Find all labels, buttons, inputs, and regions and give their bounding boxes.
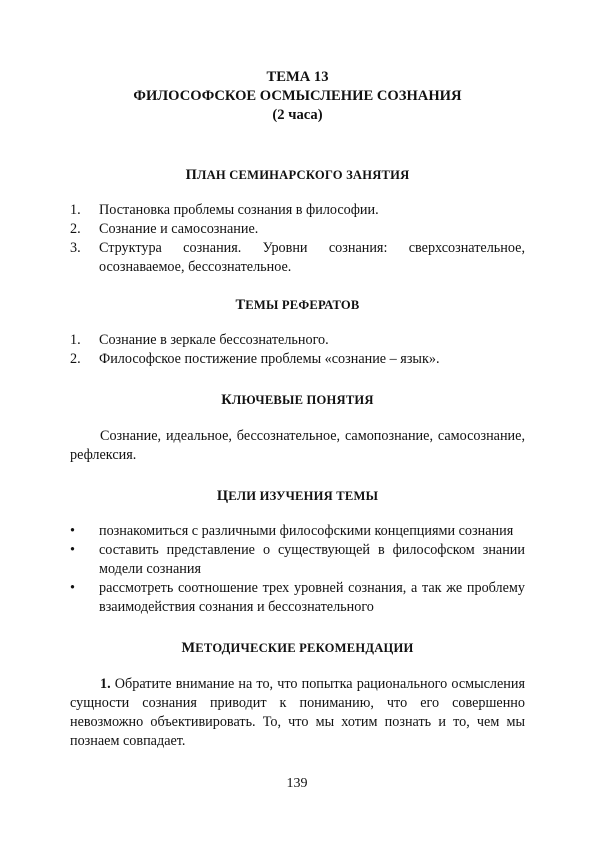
list-item: 1. Сознание в зеркале бессознательного. [70,332,329,348]
topic-header [70,68,525,125]
list-item: • рассмотреть соотношение трех уровней сознания, а так же проблему взаимодействия сознания и бессознательного [70,580,525,615]
document-page [70,68,525,751]
recommendations-text: 1. Обратите внимание на то, что попытка рационального осмысления сущности сознания приводит к пониманию, что его совершенно невозможно объективировать. То, что мы хотим познать и то, чем мы познаем совпадает. [70,676,526,749]
list-item: 2. Философское постижение проблемы «сознание – язык». [70,351,440,367]
plan-heading: ПЛАН СЕМИНАРСКОГО ЗАНЯТИЯ [185,167,410,183]
recommendations-section [70,639,525,751]
topic-number: ТЕМА 13 [266,69,329,85]
goals-list [70,522,525,617]
concepts-heading: КЛЮЧЕВЫЕ ПОНЯТИЯ [221,392,374,408]
list-item: 1. Постановка проблемы сознания в философии. [70,202,379,218]
essays-heading: ТЕМЫ РЕФЕРАТОВ [235,297,360,313]
concepts-section [70,391,525,465]
topic-title: ФИЛОСОФСКОЕ ОСМЫСЛЕНИЕ СОЗНАНИЯ [133,88,462,104]
recommendation-number: 1. [100,676,111,692]
list-item: • составить представление о существующей в философском знании модели сознания [70,542,525,577]
plan-list [70,201,525,277]
list-item: 2. Сознание и самосознание. [70,221,259,237]
essays-section [70,296,525,369]
list-item: 3. Структура сознания. Уровни сознания: сверхсознательное, осознаваемое, бессознательное. [70,240,525,275]
essays-list [70,331,525,369]
plan-section [70,166,525,277]
topic-hours: (2 часа) [272,107,323,123]
page-number: 139 [286,776,308,791]
list-item: • познакомиться с различными философскими концепциями сознания [70,523,514,539]
concepts-text: Сознание, идеальное, бессознательное, самопознание, самосознание, рефлексия. [70,428,525,463]
goals-section [70,487,525,617]
goals-heading: ЦЕЛИ ИЗУЧЕНИЯ ТЕМЫ [216,488,379,504]
recommendations-heading: МЕТОДИЧЕСКИЕ РЕКОМЕНДАЦИИ [181,640,414,656]
